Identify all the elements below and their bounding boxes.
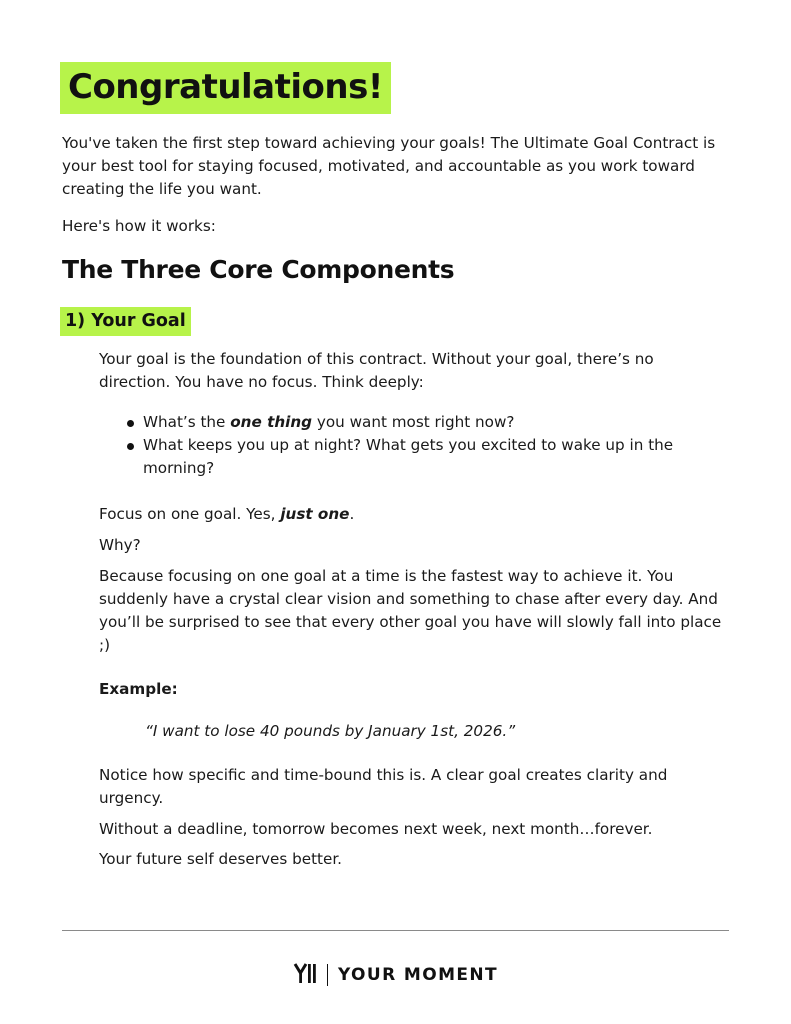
example-quote: “I want to lose 40 pounds by January 1st, 2026.” (145, 722, 516, 740)
list-item: What keeps you up at night? What gets you excited to wake up in the morning? (127, 434, 727, 480)
think-deeply-list (127, 411, 727, 480)
list-item (127, 411, 727, 434)
notice-paragraph: Notice how specific and time-bound this is. A clear goal creates clarity and urgency. (99, 766, 668, 807)
why-text: Why? (99, 536, 141, 554)
footer (0, 960, 791, 990)
ym-monogram-icon (293, 961, 317, 989)
footer-separator (327, 964, 328, 986)
focus-text-end: . (349, 505, 355, 523)
footer-divider (62, 930, 729, 931)
list-item-text: What’s the (143, 413, 231, 431)
brand-name: YOUR MOMENT (337, 965, 499, 985)
focus-text: Focus on one goal. Yes, (99, 505, 281, 523)
how-it-works-text: Here's how it works: (62, 217, 216, 235)
section-heading: The Three Core Components (62, 255, 455, 284)
because-paragraph: Because focusing on one goal at a time is the fastest way to achieve it. You suddenly have a crystal clear vision and something to chase after every day. And you’ll be surprised to see that every other goal you have will slowly fall into place ;) (99, 567, 722, 654)
page-title: Congratulations! (60, 62, 391, 114)
list-item-text: you want most right now? (312, 413, 515, 431)
focus-paragraph (99, 503, 729, 526)
goal-paragraph: Your goal is the foundation of this contract. Without your goal, there’s no direction. You have no focus. Think deeply: (99, 350, 654, 391)
list-item-emphasis: one thing (230, 413, 313, 431)
deadline-paragraph: Without a deadline, tomorrow becomes next week, next month…forever. (99, 820, 653, 838)
subsection-heading: 1) Your Goal (60, 307, 191, 336)
intro-paragraph: You've taken the first step toward achieving your goals! The Ultimate Goal Contract is your best tool for staying focused, motivated, and accountable as you work toward creating the life you want. (62, 134, 716, 198)
future-self-paragraph: Your future self deserves better. (99, 850, 343, 868)
example-label: Example: (99, 680, 178, 698)
focus-emphasis: just one (280, 505, 350, 523)
